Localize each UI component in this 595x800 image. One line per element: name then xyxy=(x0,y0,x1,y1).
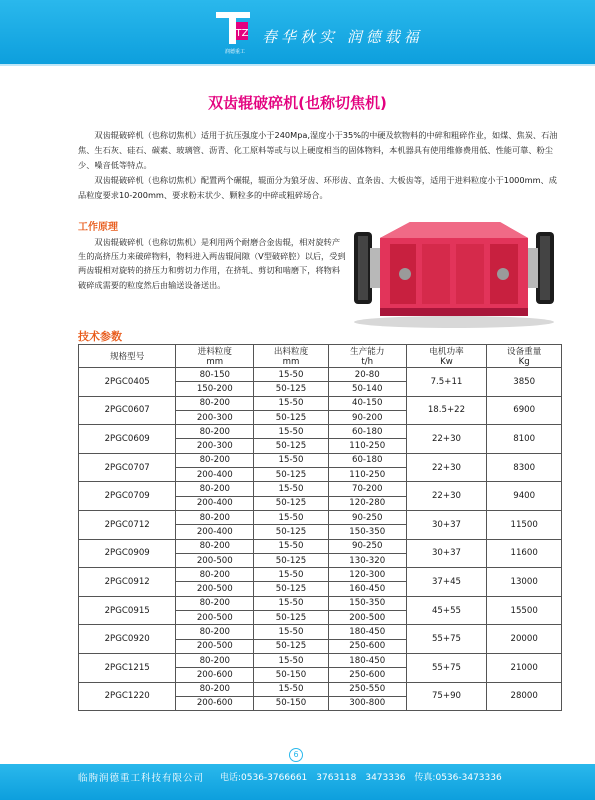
capacity-cell: 110-250 xyxy=(328,468,406,482)
feed-size-cell: 200-400 xyxy=(176,525,254,539)
intro-paragraph-2: 双齿辊破碎机（也称切焦机）配置两个碾辊，辊面分为狼牙齿、环形齿、直条齿、大板齿等，适用于进料粒度小于1000mm、成品粒度要求10-200mm、要求粉末状少、颗粒多的中碎或粗碎场合。 xyxy=(78,175,557,200)
output-size-cell: 50-150 xyxy=(254,696,329,710)
specs-table-body xyxy=(79,368,562,711)
roller-crusher-image xyxy=(350,218,558,330)
footer-contact: 电话:0536-3766661 3763118 3473336 传真:0536-3473336 xyxy=(220,773,502,783)
col-header-model: 规格型号 xyxy=(79,345,176,368)
output-size-cell: 15-50 xyxy=(254,396,329,410)
header-divider xyxy=(0,64,595,66)
output-size-cell: 50-125 xyxy=(254,582,329,596)
capacity-cell: 250-550 xyxy=(328,682,406,696)
feed-size-cell: 200-400 xyxy=(176,468,254,482)
feed-size-cell: 200-500 xyxy=(176,611,254,625)
capacity-cell: 60-180 xyxy=(328,453,406,467)
intro-paragraph-1: 双齿辊破碎机（也称切焦机）适用于抗压强度小于240Mpa,湿度小于35%的中硬及软物料的中碎和粗碎作业，如煤、焦炭、石油焦、生石灰、硅石、碳素、玻璃管、沥青、化工原料等或与以上硬度相当的固体物料，本机器具有使用维修费用低、性能可靠、粉尘少、噪音低等特点。 xyxy=(78,130,558,170)
feed-size-cell: 200-500 xyxy=(176,639,254,653)
feed-size-cell: 80-200 xyxy=(176,625,254,639)
motor-power-cell: 37+45 xyxy=(406,568,487,597)
feed-size-cell: 80-200 xyxy=(176,568,254,582)
motor-power-cell: 22+30 xyxy=(406,453,487,482)
feed-size-cell: 80-200 xyxy=(176,510,254,524)
col-header-power: 电机功率 Kw xyxy=(406,345,487,368)
model-cell: 2PGC0609 xyxy=(79,425,176,454)
weight-cell: 20000 xyxy=(487,625,562,654)
output-size-cell: 15-50 xyxy=(254,539,329,553)
specs-table xyxy=(78,344,562,711)
capacity-cell: 150-350 xyxy=(328,596,406,610)
motor-power-cell: 30+37 xyxy=(406,510,487,539)
capacity-cell: 160-450 xyxy=(328,582,406,596)
model-cell: 2PGC1215 xyxy=(79,653,176,682)
company-logo-icon xyxy=(214,10,252,50)
capacity-cell: 250-600 xyxy=(328,639,406,653)
capacity-cell: 250-600 xyxy=(328,668,406,682)
output-size-cell: 15-50 xyxy=(254,453,329,467)
weight-cell: 28000 xyxy=(487,682,562,711)
model-cell: 2PGC0709 xyxy=(79,482,176,511)
capacity-cell: 90-250 xyxy=(328,510,406,524)
output-size-cell: 15-50 xyxy=(254,596,329,610)
output-size-cell: 15-50 xyxy=(254,653,329,667)
table-row xyxy=(79,625,562,639)
table-row xyxy=(79,682,562,696)
capacity-cell: 90-200 xyxy=(328,410,406,424)
table-row xyxy=(79,539,562,553)
motor-power-cell: 75+90 xyxy=(406,682,487,711)
feed-size-cell: 200-500 xyxy=(176,553,254,567)
model-cell: 2PGC0405 xyxy=(79,368,176,397)
output-size-cell: 50-125 xyxy=(254,611,329,625)
feed-size-cell: 80-200 xyxy=(176,425,254,439)
model-cell: 2PGC0607 xyxy=(79,396,176,425)
table-row xyxy=(79,425,562,439)
capacity-cell: 180-450 xyxy=(328,625,406,639)
feed-size-cell: 200-300 xyxy=(176,439,254,453)
model-cell: 2PGC1220 xyxy=(79,682,176,711)
weight-cell: 15500 xyxy=(487,596,562,625)
capacity-cell: 150-350 xyxy=(328,525,406,539)
principle-text: 双齿辊破碎机（也称切焦机）是利用两个耐磨合金齿辊，相对旋转产生的高挤压力来破碎物料，物料进入两齿辊间隙（V型破碎腔）以后，受到两齿辊相对旋转的挤压力和剪切力作用，在挤轧、剪切和啮磨下，将物料破碎成需要的粒度然后由输送设备送出。 xyxy=(78,237,346,290)
weight-cell: 8100 xyxy=(487,425,562,454)
principle-heading: 工作原理 xyxy=(78,222,118,233)
feed-size-cell: 200-400 xyxy=(176,496,254,510)
feed-size-cell: 80-200 xyxy=(176,539,254,553)
col-header-capacity: 生产能力 t/h xyxy=(328,345,406,368)
weight-cell: 8300 xyxy=(487,453,562,482)
capacity-cell: 70-200 xyxy=(328,482,406,496)
capacity-cell: 90-250 xyxy=(328,539,406,553)
output-size-cell: 50-150 xyxy=(254,668,329,682)
output-size-cell: 50-125 xyxy=(254,525,329,539)
col-header-feed: 进料粒度 mm xyxy=(176,345,254,368)
output-size-cell: 50-125 xyxy=(254,439,329,453)
page-title: 双齿辊破碎机(也称切焦机) xyxy=(208,94,387,112)
table-row xyxy=(79,653,562,667)
feed-size-cell: 80-200 xyxy=(176,482,254,496)
model-cell: 2PGC0712 xyxy=(79,510,176,539)
col-header-weight: 设备重量 Kg xyxy=(487,345,562,368)
capacity-cell: 110-250 xyxy=(328,439,406,453)
feed-size-cell: 200-300 xyxy=(176,410,254,424)
table-row xyxy=(79,510,562,524)
feed-size-cell: 200-600 xyxy=(176,696,254,710)
logo-subtext: 润德重工 xyxy=(224,49,245,55)
feed-size-cell: 80-200 xyxy=(176,653,254,667)
specs-heading: 技术参数 xyxy=(78,330,122,343)
feed-size-cell: 80-200 xyxy=(176,453,254,467)
weight-cell: 21000 xyxy=(487,653,562,682)
motor-power-cell: 45+55 xyxy=(406,596,487,625)
output-size-cell: 50-125 xyxy=(254,410,329,424)
table-row xyxy=(79,368,562,382)
table-row xyxy=(79,596,562,610)
table-row xyxy=(79,482,562,496)
motor-power-cell: 55+75 xyxy=(406,653,487,682)
output-size-cell: 15-50 xyxy=(254,482,329,496)
output-size-cell: 50-125 xyxy=(254,496,329,510)
capacity-cell: 50-140 xyxy=(328,382,406,396)
motor-power-cell: 22+30 xyxy=(406,425,487,454)
capacity-cell: 120-300 xyxy=(328,568,406,582)
footer-company: 临朐润德重工科技有限公司 xyxy=(78,773,205,784)
model-cell: 2PGC0920 xyxy=(79,625,176,654)
page-number: 6 xyxy=(289,748,303,762)
model-cell: 2PGC0707 xyxy=(79,453,176,482)
weight-cell: 6900 xyxy=(487,396,562,425)
output-size-cell: 15-50 xyxy=(254,368,329,382)
capacity-cell: 180-450 xyxy=(328,653,406,667)
motor-power-cell: 30+37 xyxy=(406,539,487,568)
motor-power-cell: 18.5+22 xyxy=(406,396,487,425)
model-cell: 2PGC0909 xyxy=(79,539,176,568)
motor-power-cell: 7.5+11 xyxy=(406,368,487,397)
capacity-cell: 200-500 xyxy=(328,611,406,625)
col-header-output: 出料粒度 mm xyxy=(254,345,329,368)
capacity-cell: 130-320 xyxy=(328,553,406,567)
motor-power-cell: 55+75 xyxy=(406,625,487,654)
output-size-cell: 50-125 xyxy=(254,468,329,482)
weight-cell: 13000 xyxy=(487,568,562,597)
output-size-cell: 50-125 xyxy=(254,382,329,396)
feed-size-cell: 80-200 xyxy=(176,682,254,696)
output-size-cell: 50-125 xyxy=(254,639,329,653)
output-size-cell: 15-50 xyxy=(254,425,329,439)
capacity-cell: 20-80 xyxy=(328,368,406,382)
table-row xyxy=(79,453,562,467)
feed-size-cell: 80-200 xyxy=(176,596,254,610)
capacity-cell: 120-280 xyxy=(328,496,406,510)
model-cell: 2PGC0915 xyxy=(79,596,176,625)
motor-power-cell: 22+30 xyxy=(406,482,487,511)
output-size-cell: 15-50 xyxy=(254,568,329,582)
model-cell: 2PGC0912 xyxy=(79,568,176,597)
logo-letters: TZ xyxy=(235,28,249,39)
weight-cell: 3850 xyxy=(487,368,562,397)
output-size-cell: 15-50 xyxy=(254,625,329,639)
table-row xyxy=(79,568,562,582)
weight-cell: 11600 xyxy=(487,539,562,568)
specs-header-row xyxy=(79,345,562,368)
output-size-cell: 50-125 xyxy=(254,553,329,567)
weight-cell: 9400 xyxy=(487,482,562,511)
output-size-cell: 15-50 xyxy=(254,510,329,524)
capacity-cell: 40-150 xyxy=(328,396,406,410)
feed-size-cell: 200-500 xyxy=(176,582,254,596)
output-size-cell: 15-50 xyxy=(254,682,329,696)
feed-size-cell: 80-150 xyxy=(176,368,254,382)
capacity-cell: 300-800 xyxy=(328,696,406,710)
capacity-cell: 60-180 xyxy=(328,425,406,439)
header-slogan: 春华秋实 润德载福 xyxy=(262,28,423,46)
feed-size-cell: 80-200 xyxy=(176,396,254,410)
feed-size-cell: 200-600 xyxy=(176,668,254,682)
table-row xyxy=(79,396,562,410)
weight-cell: 11500 xyxy=(487,510,562,539)
feed-size-cell: 150-200 xyxy=(176,382,254,396)
